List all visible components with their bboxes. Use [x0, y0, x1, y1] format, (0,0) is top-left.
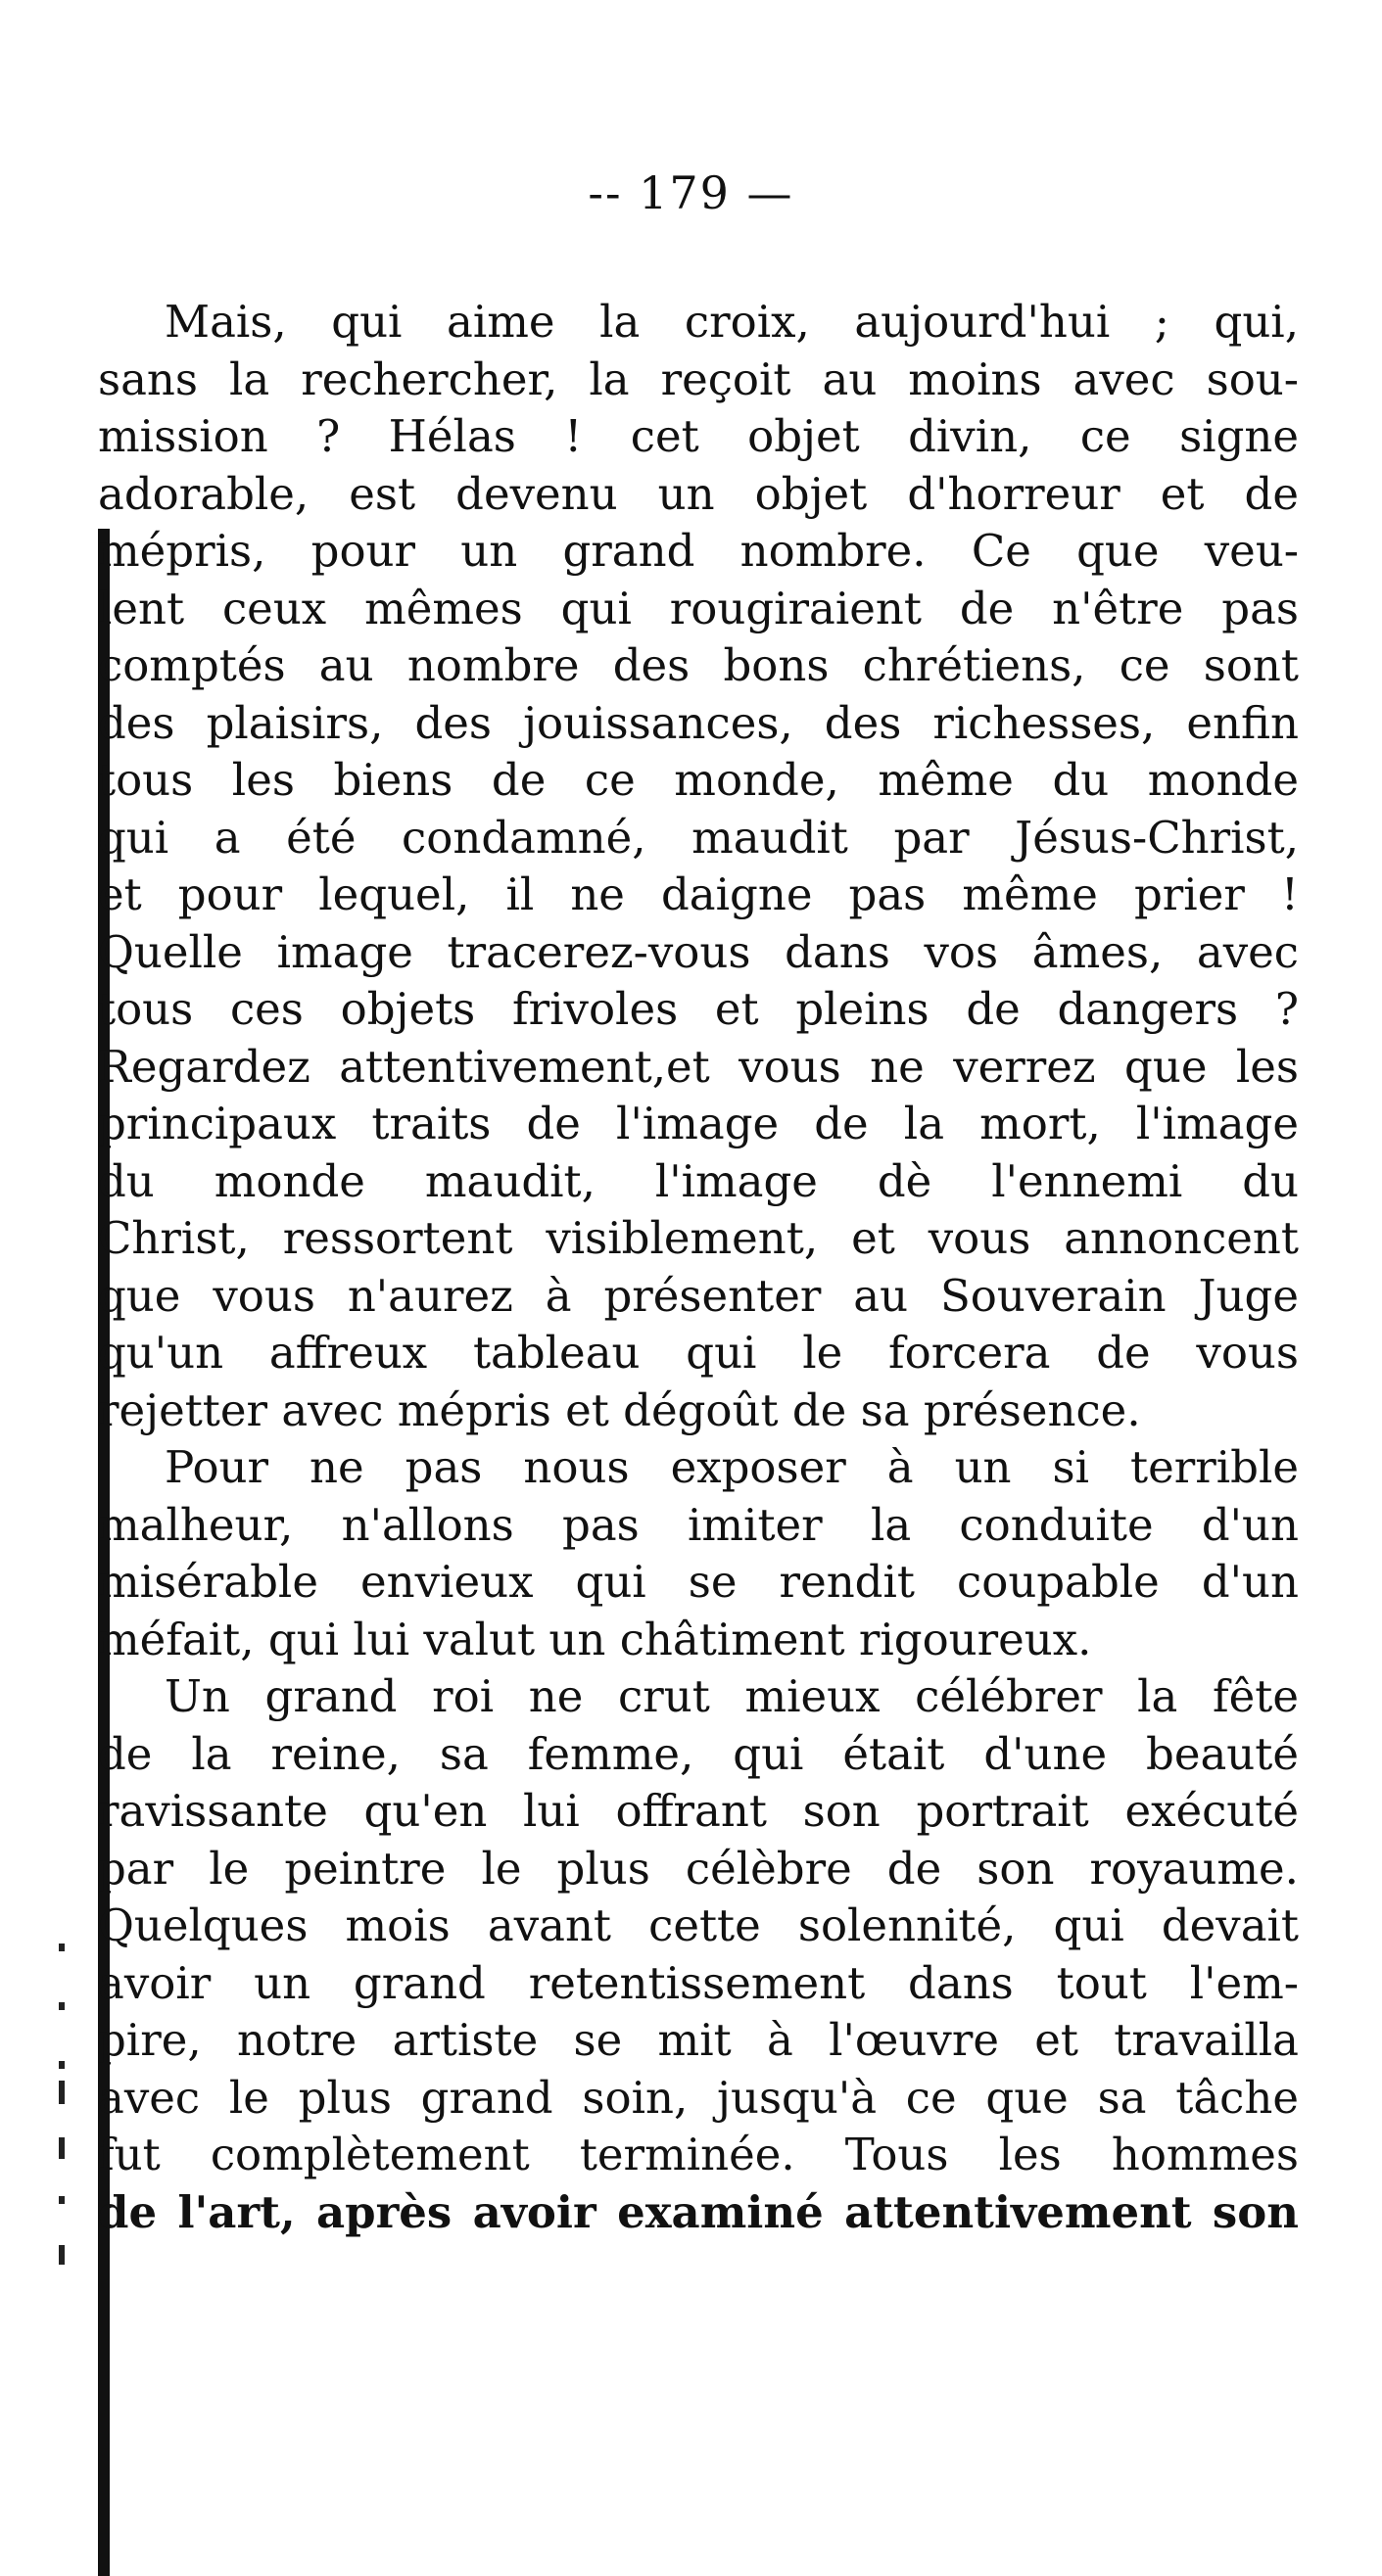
body-text	[98, 294, 1299, 2241]
text-line: Pour ne pas nous exposer à un si terrible	[165, 1441, 1299, 1493]
text-line: Regardez attentivement,et vous ne verrez que les	[98, 1040, 1299, 1093]
text-line: Quelle image tracerez-vous dans vos âmes, avec	[98, 925, 1299, 978]
text-line: Christ, ressortent visiblement, et vous annoncent	[98, 1212, 1299, 1264]
page-number: -- 179 —	[588, 166, 794, 219]
text-line: qui a été condamné, maudit par Jésus-Christ,	[98, 811, 1299, 864]
text-line: de l'art, après avoir examiné attentivement son	[98, 2185, 1299, 2238]
margin-marks	[53, 1944, 72, 2276]
text-line: ravissante qu'en lui offrant son portrait exécuté	[98, 1785, 1299, 1837]
text-line: fut complètement terminée. Tous les hommes	[98, 2129, 1299, 2180]
text-line: avec le plus grand soin, jusqu'à ce que sa tâche	[98, 2071, 1299, 2124]
text-line: des plaisirs, des jouissances, des richesses, enfin	[98, 696, 1299, 749]
text-line: et pour lequel, il ne daigne pas même prier !	[98, 868, 1299, 920]
text-line: mépris, pour un grand nombre. Ce que veu-	[98, 525, 1299, 577]
text-line: adorable, est devenu un objet d'horreur et de	[98, 467, 1299, 520]
text-line: Un grand roi ne crut mieux célébrer la fête	[165, 1670, 1299, 1722]
text-line: qu'un affreux tableau qui le forcera de vous	[98, 1327, 1299, 1379]
text-line: mission ? Hélas ! cet objet divin, ce signe	[98, 410, 1299, 462]
text-line: par le peintre le plus célèbre de son royaume.	[98, 1842, 1299, 1895]
text-line: méfait, qui lui valut un châtiment rigoureux.	[98, 1613, 1092, 1665]
text-line: misérable envieux qui se rendit coupable d'un	[98, 1556, 1299, 1608]
text-line: sans la rechercher, la reçoit au moins avec sou-	[98, 352, 1299, 405]
text-line: rejetter avec mépris et dégoût de sa présence.	[98, 1383, 1141, 1436]
text-line: lent ceux mêmes qui rougiraient de n'être pas	[98, 582, 1299, 634]
text-line: avoir un grand retentissement dans tout l'em-	[98, 1956, 1299, 2009]
text-line: malheur, n'allons pas imiter la conduite d'un	[98, 1498, 1299, 1551]
text-line: de la reine, sa femme, qui était d'une beauté	[98, 1727, 1299, 1780]
text-line: principaux traits de l'image de la mort, l'image	[98, 1098, 1299, 1149]
text-line: comptés au nombre des bons chrétiens, ce sont	[98, 639, 1299, 691]
text-line: Mais, qui aime la croix, aujourd'hui ; qui,	[165, 296, 1299, 348]
text-line: pire, notre artiste se mit à l'œuvre et travailla	[98, 2014, 1299, 2066]
text-line: du monde maudit, l'image dè l'ennemi du	[98, 1154, 1299, 1207]
text-line: tous les biens de ce monde, même du monde	[98, 754, 1299, 806]
text-line: que vous n'aurez à présenter au Souverain Juge	[98, 1269, 1299, 1322]
text-line: Quelques mois avant cette solennité, qui devait	[98, 1899, 1299, 1951]
text-line: tous ces objets frivoles et pleins de dangers ?	[98, 983, 1299, 1035]
